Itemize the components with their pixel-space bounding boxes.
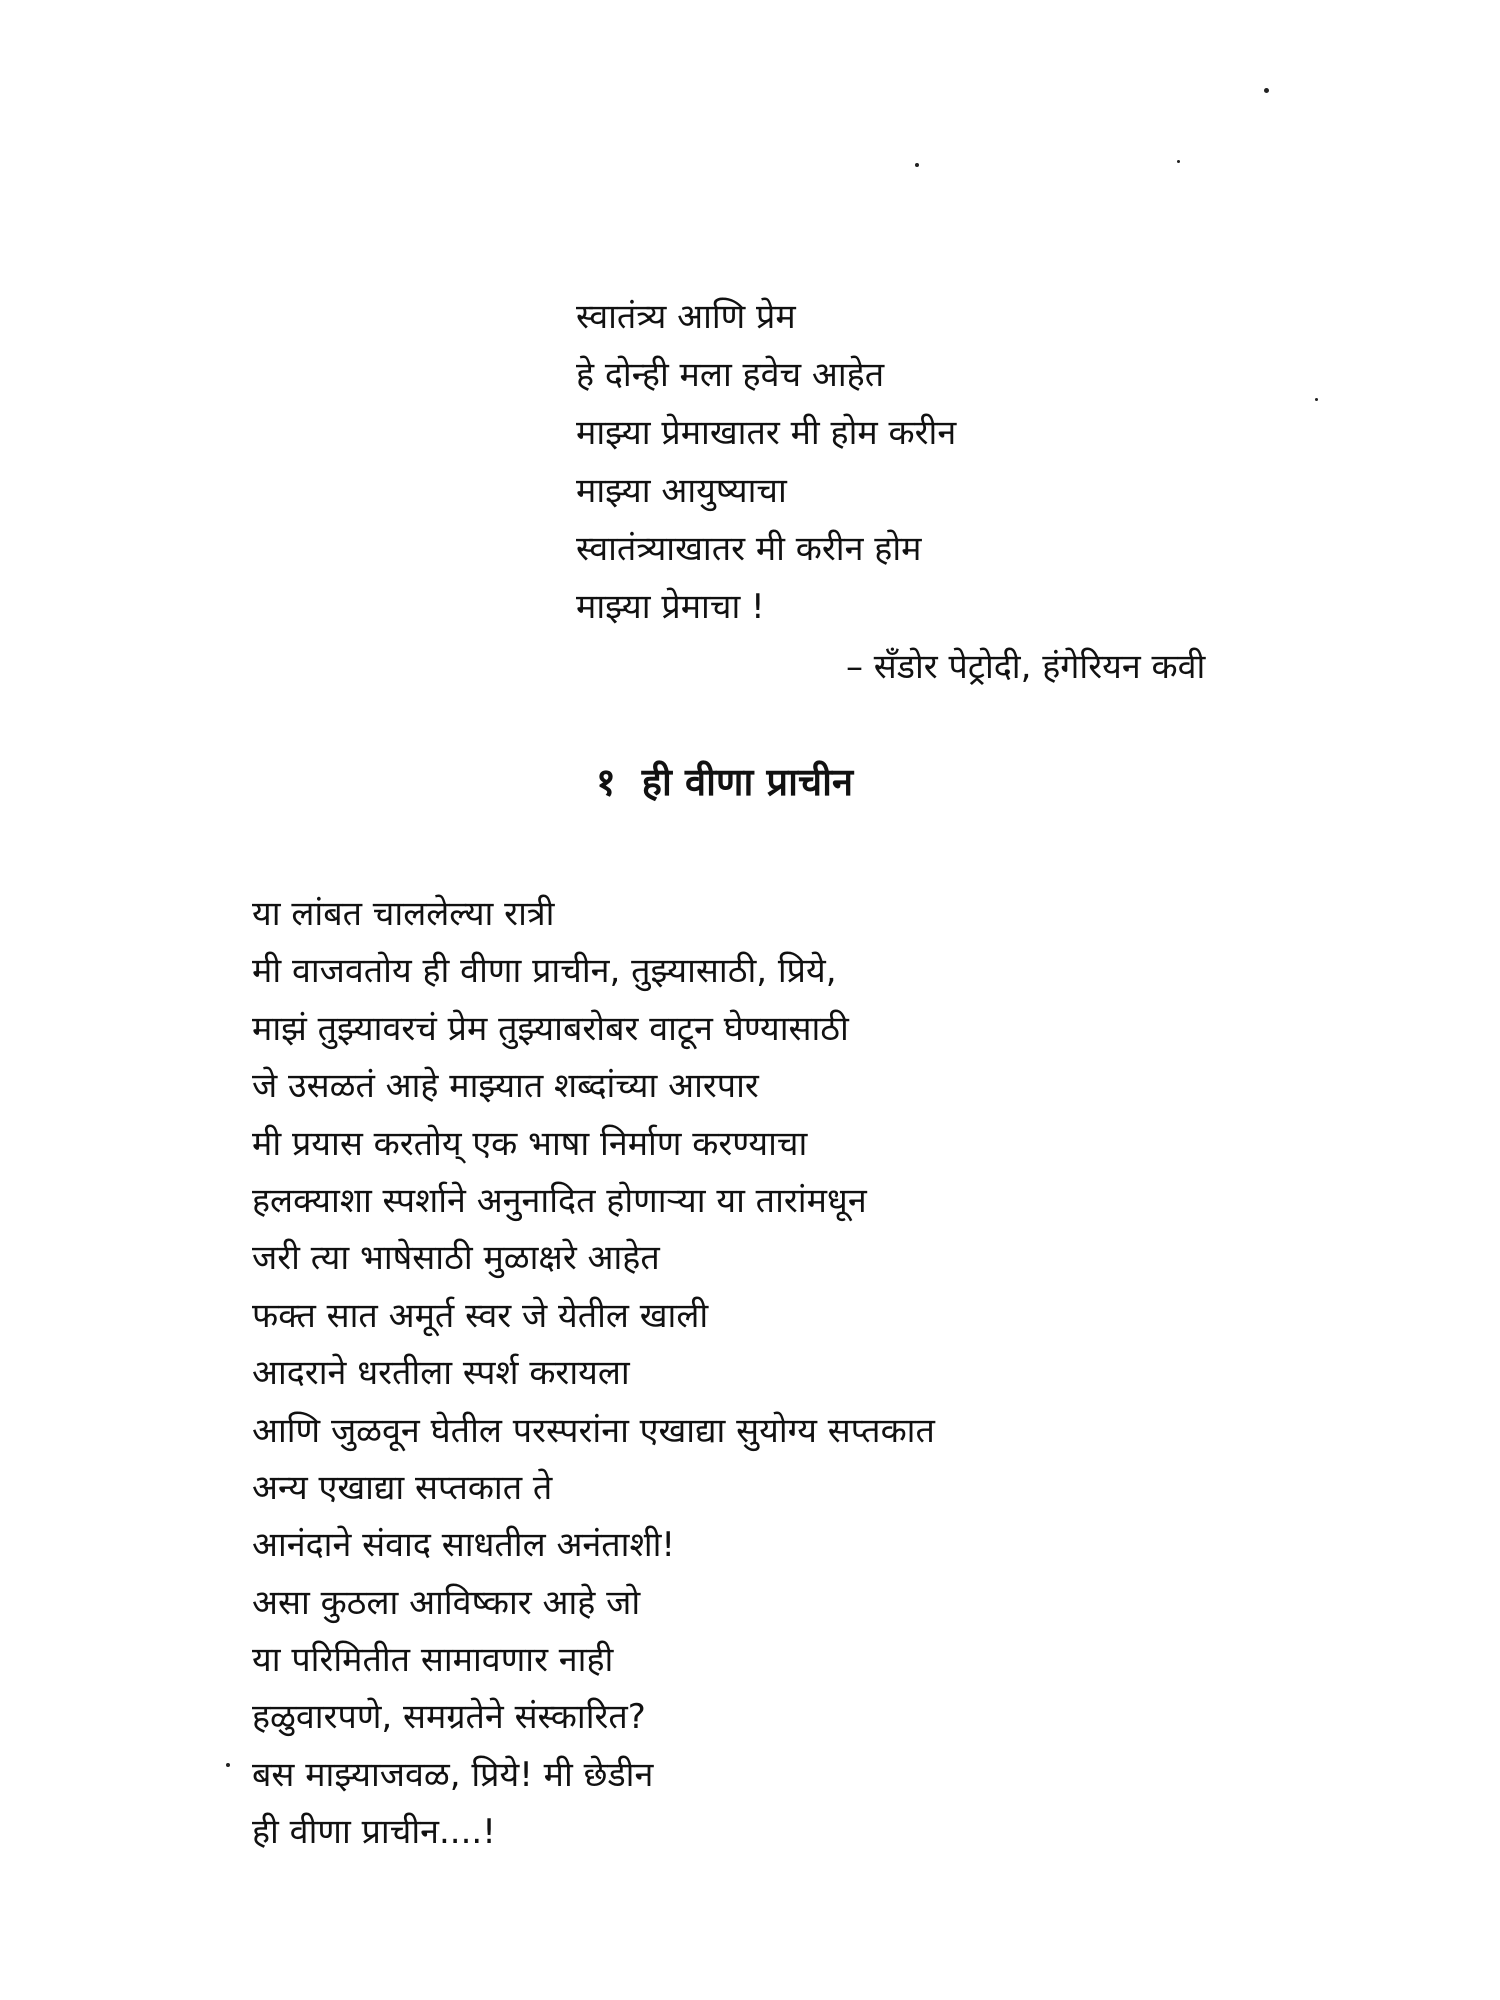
poem-line: ही वीणा प्राचीन....! (252, 1812, 496, 1853)
epigraph (576, 288, 1336, 636)
epigraph-attribution: – सँडोर पेट्रोदी, हंगेरियन कवी (846, 647, 1206, 687)
poem-line: हळुवारपणे, समग्रतेने संस्कारित? (252, 1697, 646, 1738)
chapter-title: ही वीणा प्राचीन (641, 760, 854, 804)
poem-line: मी वाजवतोय ही वीणा प्राचीन, तुझ्यासाठी, प्रिये, (252, 951, 837, 992)
poem-line: या परिमितीत सामावणार नाही (252, 1640, 614, 1681)
poem-line: आणि जुळवून घेतील परस्परांना एखाद्या सुयोग्य सप्तकात (252, 1410, 935, 1451)
epigraph-line: माझ्या प्रेमाचा ! (576, 587, 765, 627)
poem-line: बस माझ्याजवळ, प्रिये! मी छेडीन (252, 1754, 654, 1795)
poem-line: अन्य एखाद्या सप्तकात ते (252, 1467, 553, 1508)
scan-speck (915, 163, 919, 167)
poem-body (252, 886, 1352, 1862)
poem-line: मी प्रयास करतोय् एक भाषा निर्माण करण्याचा (252, 1123, 808, 1164)
poem-line: माझं तुझ्यावरचं प्रेम तुझ्याबरोबर वाटून घेण्यासाठी (252, 1008, 849, 1049)
scan-speck (1264, 88, 1269, 93)
poem-line: असा कुठला आविष्कार आहे जो (252, 1582, 641, 1623)
epigraph-line: स्वातंत्र्याखातर मी करीन होम (576, 529, 922, 569)
chapter-heading (596, 752, 853, 812)
poem-line: जे उसळतं आहे माझ्यात शब्दांच्या आरपार (252, 1066, 759, 1107)
poem-line: आदराने धरतीला स्पर्श करायला (252, 1353, 630, 1394)
scan-speck (226, 1763, 230, 1767)
poem-line: हलक्याशा स्पर्शाने अनुनादित होणाऱ्या या तारांमधून (252, 1180, 867, 1221)
epigraph-line: माझ्या प्रेमाखातर मी होम करीन (576, 413, 957, 453)
epigraph-line: हे दोन्ही मला हवेच आहेत (576, 355, 885, 395)
poem-line: जरी त्या भाषेसाठी मुळाक्षरे आहेत (252, 1238, 660, 1279)
poem-line: फक्त सात अमूर्त स्वर जे येतील खाली (252, 1295, 709, 1336)
epigraph-line: माझ्या आयुष्याचा (576, 471, 787, 511)
epigraph-line: स्वातंत्र्य आणि प्रेम (576, 297, 796, 337)
scan-speck (1177, 160, 1180, 163)
poem-line: आनंदाने संवाद साधतील अनंताशी! (252, 1525, 676, 1566)
poem-line: या लांबत चाललेल्या रात्री (252, 894, 555, 934)
chapter-number: १ (596, 760, 616, 804)
